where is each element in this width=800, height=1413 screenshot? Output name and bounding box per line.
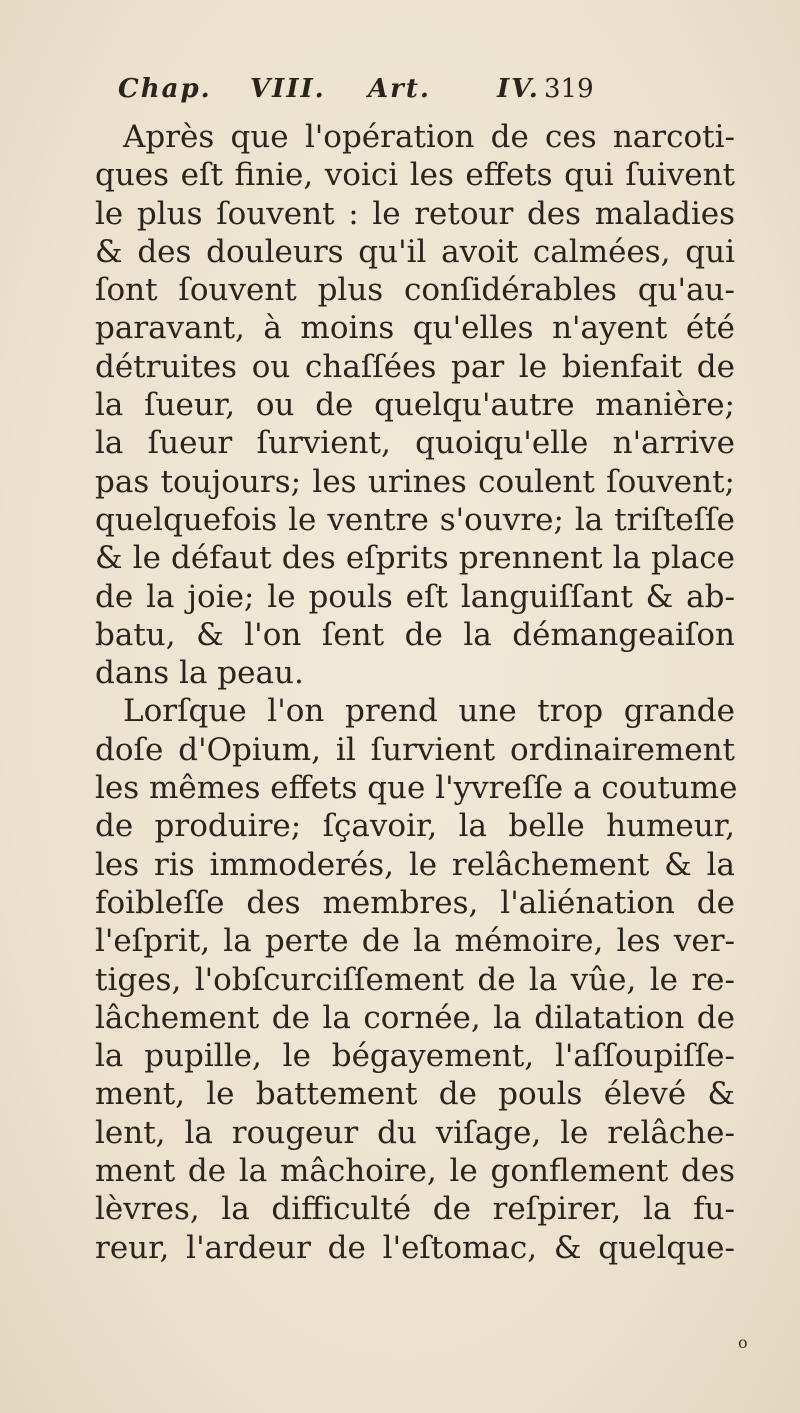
text-line: les ris immoderés, le relâchement & la [95,846,735,883]
text-line: & des douleurs qu'il avoit calmées, qui [95,233,735,270]
text-line: détruites ou chaſſées par le bienfait de [95,348,735,385]
page-number: 319 [544,74,594,104]
text-line: ques eſt finie, voici les effets qui ſuivent [95,157,735,194]
header-article: Art. [368,74,431,104]
text-line: paravant, à moins qu'elles n'ayent été [95,310,735,347]
text-line: foibleſſe des membres, l'aliénation de [95,884,735,921]
text-line: la ſueur, ou de quelqu'autre manière; [95,387,735,424]
text-line: de la joie; le pouls eſt languiſſant & ab- [95,578,735,615]
running-header [118,74,718,114]
text-line: Après que l'opération de ces narcoti- [123,119,735,155]
text-line: lèvres, la difficulté de reſpirer, la fu- [95,1191,735,1228]
text-line: dans la peau. [95,655,304,692]
text-line: quelquefois le ventre s'ouvre; la triſteſſe [95,501,735,538]
text-line: ment de la mâchoire, le gonflement des [95,1153,735,1190]
signature-mark: o [738,1333,748,1352]
text-line: doſe d'Opium, il ſurvient ordinairement [95,731,735,768]
text-line: de produire; ſçavoir, la belle humeur, [95,808,735,845]
text-line: reur, l'ardeur de l'eſtomac, & quelque- [95,1229,735,1266]
text-line: pas toujours; les urines coulent ſouvent; [95,463,735,500]
header-chapter: Chap. [118,74,212,104]
text-line: lâchement de la cornée, la dilatation de [95,999,735,1036]
text-line: & le défaut des eſprits prennent la place [95,540,735,577]
text-line: les mêmes effets que l'yvreſſe a coutume [95,770,738,807]
text-line: ment, le battement de pouls élevé & [95,1076,735,1113]
text-line: lent, la rougeur du viſage, le relâche- [95,1114,735,1151]
text-line: la ſueur ſurvient, quoiqu'elle n'arrive [95,425,735,462]
text-line: la pupille, le bégayement, l'aſſoupiſſe- [95,1038,735,1075]
body-text [95,118,738,1267]
header-chapter-number: VIII. [250,74,326,104]
header-article-number: IV. [497,74,540,104]
text-line: tiges, l'obſcurciſſement de la vûe, le re- [95,961,735,998]
text-line: ſont ſouvent plus conſidérables qu'au- [95,272,735,309]
text-line: l'eſprit, la perte de la mémoire, les ver- [95,923,735,960]
text-line: Lorſque l'on prend une trop grande [123,693,735,730]
text-line: batu, & l'on ſent de la démangeaiſon [95,616,735,653]
text-line: le plus ſouvent : le retour des maladies [95,195,735,232]
